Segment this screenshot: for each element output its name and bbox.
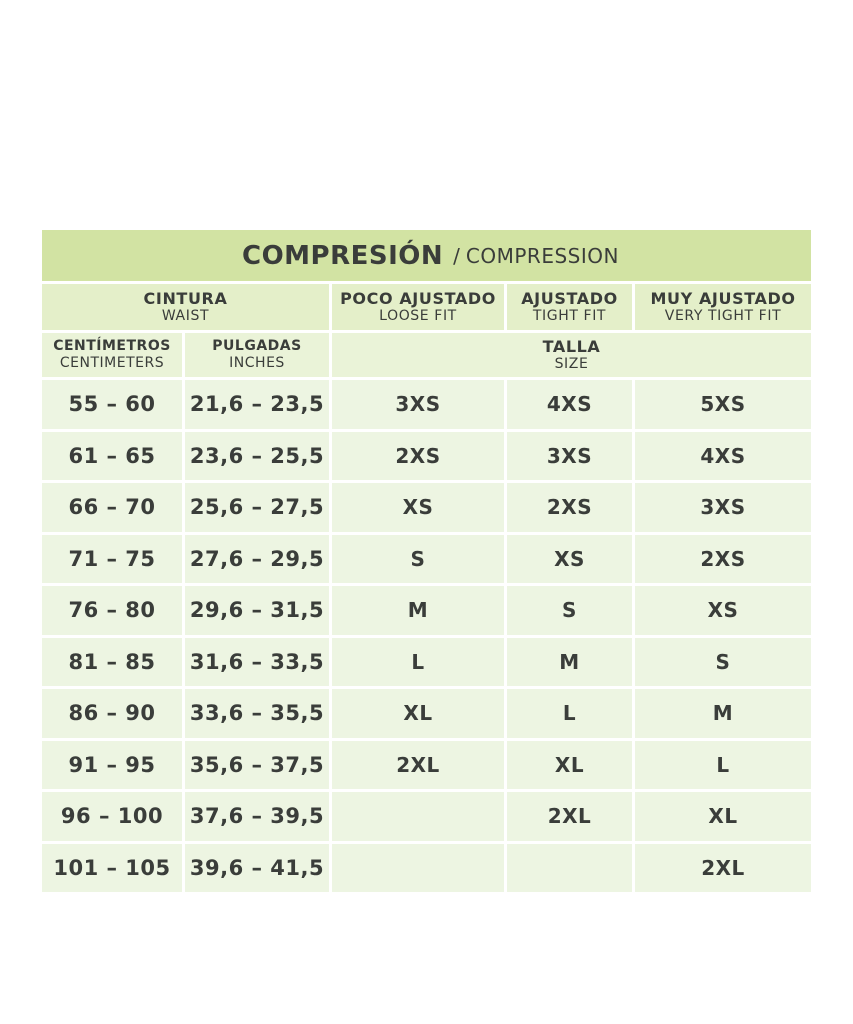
cell-value: XS xyxy=(402,495,434,520)
cell-value: XL xyxy=(554,752,585,777)
table-cell-cm xyxy=(42,741,182,790)
header-size-en: SIZE xyxy=(554,356,589,372)
table-cell-in xyxy=(185,380,329,429)
cell-value: 25,6 – 27,5 xyxy=(189,495,325,520)
cell-value: 4XS xyxy=(546,392,593,417)
cell-value: XL xyxy=(403,701,433,726)
cell-value: S xyxy=(715,649,731,674)
header-tight-en: TIGHT FIT xyxy=(532,308,607,324)
table-cell-tight xyxy=(507,638,632,687)
cell-value: 96 – 100 xyxy=(60,804,164,829)
table-cell-tight xyxy=(507,741,632,790)
chart-title-bar xyxy=(42,230,811,281)
table-cell-in xyxy=(185,792,329,841)
table-cell-tight xyxy=(507,380,632,429)
table-cell-loose xyxy=(332,432,504,481)
cell-value: 2XS xyxy=(546,495,593,520)
table-cell-tight xyxy=(507,586,632,635)
table-cell-very-tight xyxy=(635,792,811,841)
cell-value: 21,6 – 23,5 xyxy=(189,392,325,417)
table-cell-in xyxy=(185,689,329,738)
cell-value: 55 – 60 xyxy=(68,392,156,417)
chart-title-separator: / xyxy=(453,243,460,268)
cell-value: 2XL xyxy=(701,855,745,880)
cell-value: 61 – 65 xyxy=(68,443,156,468)
header-very-tight-fit xyxy=(635,284,811,330)
header-waist-es: CINTURA xyxy=(143,289,228,308)
table-cell-cm xyxy=(42,432,182,481)
table-cell-loose xyxy=(332,535,504,584)
header-size xyxy=(332,333,811,377)
table-cell-very-tight xyxy=(635,638,811,687)
cell-value: 3XS xyxy=(700,495,746,520)
chart-title-en: COMPRESSION xyxy=(465,243,619,268)
table-cell-loose xyxy=(332,586,504,635)
cell-value: 81 – 85 xyxy=(68,649,156,674)
cell-value: 76 – 80 xyxy=(68,598,156,623)
table-cell-loose xyxy=(332,844,504,893)
table-cell-cm xyxy=(42,844,182,893)
table-cell-cm xyxy=(42,380,182,429)
cell-value: 2XL xyxy=(396,752,440,777)
cell-value: 5XS xyxy=(700,392,746,417)
table-cell-loose xyxy=(332,689,504,738)
table-cell-in xyxy=(185,483,329,532)
cell-value: 86 – 90 xyxy=(68,701,156,726)
table-cell-tight xyxy=(507,844,632,893)
header-waist xyxy=(42,284,329,330)
table-cell-tight xyxy=(507,432,632,481)
table-cell-very-tight xyxy=(635,535,811,584)
table-cell-very-tight xyxy=(635,432,811,481)
header-size-es: TALLA xyxy=(542,337,601,356)
cell-value: 23,6 – 25,5 xyxy=(189,443,325,468)
table-cell-cm xyxy=(42,792,182,841)
cell-value: 37,6 – 39,5 xyxy=(189,804,325,829)
cell-value: 33,6 – 35,5 xyxy=(189,701,325,726)
cell-value: 29,6 – 31,5 xyxy=(189,598,325,623)
header-cm-en: CENTIMETERS xyxy=(59,355,165,371)
cell-value: 27,6 – 29,5 xyxy=(189,546,325,571)
header-waist-en: WAIST xyxy=(161,308,210,324)
cell-value: 71 – 75 xyxy=(68,546,156,571)
cell-value: S xyxy=(562,598,577,623)
header-loose-fit xyxy=(332,284,504,330)
cell-value: M xyxy=(559,649,580,674)
header-loose-es: POCO AJUSTADO xyxy=(340,289,496,308)
cell-value: 4XS xyxy=(700,443,746,468)
table-cell-very-tight xyxy=(635,380,811,429)
cell-value: 2XS xyxy=(700,546,746,571)
cell-value: M xyxy=(712,701,734,726)
header-centimeters xyxy=(42,333,182,377)
header-in-es: PULGADAS xyxy=(212,338,302,354)
table-cell-cm xyxy=(42,638,182,687)
table-cell-in xyxy=(185,432,329,481)
chart-title-es: COMPRESIÓN xyxy=(242,240,444,271)
table-cell-cm xyxy=(42,483,182,532)
header-very-tight-en: VERY TIGHT FIT xyxy=(664,308,782,324)
cell-value: XS xyxy=(554,546,585,571)
table-cell-very-tight xyxy=(635,586,811,635)
table-cell-loose xyxy=(332,380,504,429)
table-cell-in xyxy=(185,535,329,584)
header-loose-en: LOOSE FIT xyxy=(379,308,457,324)
table-cell-loose xyxy=(332,483,504,532)
table-cell-in xyxy=(185,638,329,687)
table-cell-tight xyxy=(507,689,632,738)
cell-value: 2XS xyxy=(395,443,441,468)
cell-value: M xyxy=(407,598,429,623)
cell-value: 31,6 – 33,5 xyxy=(189,649,325,674)
cell-value: 35,6 – 37,5 xyxy=(189,752,325,777)
table-cell-loose xyxy=(332,638,504,687)
table-cell-very-tight xyxy=(635,689,811,738)
table-cell-very-tight xyxy=(635,844,811,893)
cell-value: L xyxy=(411,649,425,674)
table-cell-loose xyxy=(332,792,504,841)
cell-value: L xyxy=(716,752,730,777)
table-cell-very-tight xyxy=(635,483,811,532)
cell-value: S xyxy=(410,546,426,571)
table-cell-in xyxy=(185,741,329,790)
header-cm-es: CENTÍMETROS xyxy=(53,338,171,354)
header-in-en: INCHES xyxy=(229,355,285,371)
cell-value: L xyxy=(562,701,577,726)
cell-value: 91 – 95 xyxy=(68,752,156,777)
header-inches xyxy=(185,333,329,377)
header-tight-es: AJUSTADO xyxy=(521,289,618,308)
table-cell-cm xyxy=(42,689,182,738)
cell-value: 3XS xyxy=(395,392,441,417)
cell-value: 101 – 105 xyxy=(53,855,171,880)
table-cell-tight xyxy=(507,483,632,532)
cell-value: XL xyxy=(708,804,738,829)
header-very-tight-es: MUY AJUSTADO xyxy=(650,289,796,308)
table-cell-very-tight xyxy=(635,741,811,790)
cell-value: 39,6 – 41,5 xyxy=(189,855,325,880)
table-cell-in xyxy=(185,844,329,893)
header-tight-fit xyxy=(507,284,632,330)
cell-value: 3XS xyxy=(546,443,593,468)
table-cell-cm xyxy=(42,586,182,635)
cell-value: 2XL xyxy=(547,804,592,829)
table-cell-cm xyxy=(42,535,182,584)
table-cell-tight xyxy=(507,792,632,841)
table-cell-tight xyxy=(507,535,632,584)
table-cell-in xyxy=(185,586,329,635)
table-cell-loose xyxy=(332,741,504,790)
cell-value: 66 – 70 xyxy=(68,495,156,520)
cell-value: XS xyxy=(707,598,739,623)
